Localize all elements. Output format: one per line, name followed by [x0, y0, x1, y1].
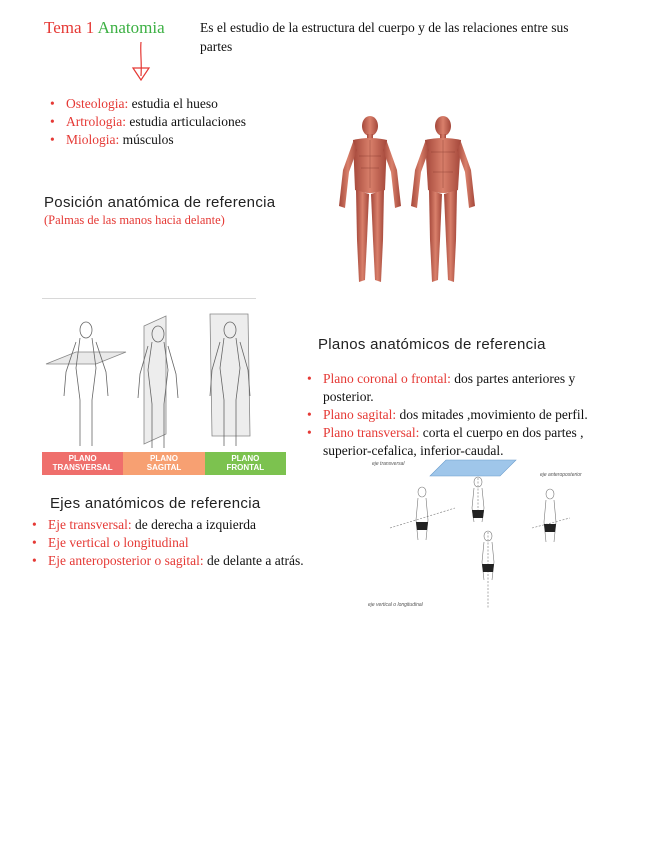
axes-label-transversal: eje transversal [372, 461, 405, 467]
list-item: • Eje transversal: de derecha a izquierda [32, 517, 257, 532]
definition-text: Es el estudio de la estructura del cuerpo y de las relaciones entre sus partes [200, 20, 569, 54]
down-arrow-icon [128, 40, 154, 84]
list-item: • Miologia: músculos [50, 132, 174, 147]
axes-heading: Ejes anatómicos de referencia [50, 495, 261, 512]
axes-label-anteroposterior: eje anteroposterior [540, 472, 582, 478]
axes-label-vertical: eje vertical o longitudinal [368, 602, 423, 608]
axes-drawing-image [360, 458, 582, 613]
position-note: (Palmas de las manos hacia delante) [44, 213, 225, 227]
planes-list [305, 370, 605, 460]
plane-labels-bar [42, 452, 286, 475]
planes-heading: Planos anatómicos de referencia [318, 336, 546, 353]
plane-label-sagital: PLANO SAGITAL [123, 452, 204, 475]
list-item: • Plano sagital: dos mitades ,movimiento de perfil. [307, 407, 588, 422]
axes-list [30, 516, 304, 570]
list-item: • Artrologia: estudia articulaciones [50, 114, 246, 129]
list-item: • Osteologia: estudia el hueso [50, 96, 218, 111]
position-heading: Posición anatómica de referencia [44, 194, 276, 211]
planes-drawing-image [40, 308, 288, 476]
title-tema: Tema 1 [44, 18, 95, 37]
plane-label-transversal: PLANO TRANSVERSAL [42, 452, 123, 475]
list-item: • Plano coronal o frontal: dos partes anteriores y posterior. [307, 371, 576, 404]
plane-label-frontal: PLANO FRONTAL [205, 452, 286, 475]
branches-list [48, 95, 246, 149]
title-subject: Anatomia [97, 18, 165, 37]
divider [42, 298, 256, 299]
list-item: • Eje vertical o longitudinal [32, 535, 189, 550]
muscle-figures-image [325, 110, 490, 290]
list-item: • Plano transversal: corta el cuerpo en dos partes , superior-cefalica, inferior-caudal. [307, 425, 584, 458]
list-item: • Eje anteroposterior o sagital: de delante a atrás. [32, 553, 304, 568]
page-title [44, 18, 165, 38]
